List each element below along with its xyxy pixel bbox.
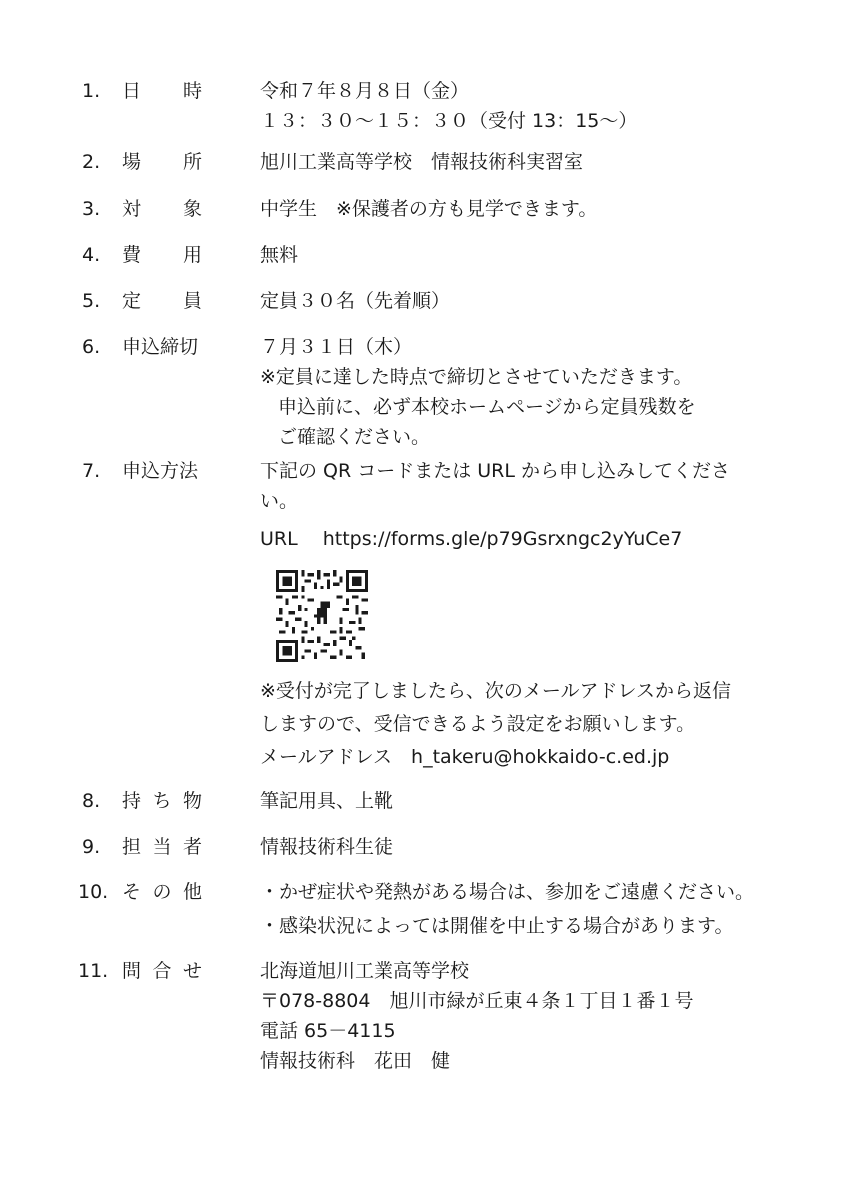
label-char: 員 (182, 290, 202, 312)
item-value (260, 877, 780, 941)
value-line: い。 (260, 490, 299, 512)
item-number: 8. (82, 790, 101, 812)
item-label (122, 786, 202, 816)
value-line: 情報技術科生徒 (260, 836, 394, 858)
url-link[interactable]: URL https://forms.gle/p79Gsrxngc2yYuCe7 (260, 528, 683, 550)
email-link[interactable]: メールアドレス h_takeru@hokkaido-c.ed.jp (260, 746, 670, 768)
item-label (122, 286, 202, 316)
label-char: 場 (122, 151, 142, 173)
qr-code-icon[interactable] (276, 570, 368, 662)
label-char: 持 (122, 790, 142, 812)
item-number: 11. (78, 960, 109, 982)
item-label (122, 147, 202, 177)
item-value (260, 147, 780, 177)
label-char: 問 (122, 960, 142, 982)
item-number: 6. (82, 336, 101, 358)
item-value (260, 676, 780, 772)
label-char: 他 (182, 881, 202, 903)
item-number: 10. (78, 881, 109, 903)
item-number: 7. (82, 460, 101, 482)
value-line: 中学生 ※保護者の方も見学できます。 (260, 198, 598, 220)
item-label (122, 76, 202, 106)
item-number: 3. (82, 198, 101, 220)
label-char: の (152, 881, 172, 903)
item-value (260, 194, 780, 224)
item-label (122, 877, 202, 907)
value-line: 申込前に、必ず本校ホームページから定員残数を (278, 396, 696, 418)
label-char: そ (122, 881, 142, 903)
item-value (260, 832, 780, 862)
label-char: 物 (182, 790, 202, 812)
value-line: 北海道旭川工業高等学校 (260, 960, 470, 982)
item-number: 4. (82, 244, 101, 266)
label-char: 対 (122, 198, 142, 220)
value-line: 無料 (260, 244, 299, 266)
label-char: 所 (182, 151, 202, 173)
item-value (260, 76, 780, 136)
value-line: 情報技術科 花田 健 (260, 1050, 451, 1072)
label-char: 者 (182, 836, 202, 858)
label-char: ち (152, 790, 172, 812)
value-line: 筆記用具、上靴 (260, 790, 394, 812)
item-value (260, 332, 780, 452)
item-number: 1. (82, 80, 101, 102)
label-char: 担 (122, 836, 142, 858)
value-line: 下記の QR コードまたは URL から申し込みしてくださ (260, 460, 731, 482)
value-line: 電話 65－4115 (260, 1020, 396, 1042)
value-line: ご確認ください。 (278, 426, 431, 448)
item-label (122, 240, 202, 270)
label-char: 費 (122, 244, 142, 266)
value-line: しますので、受信できるよう設定をお願いします。 (260, 713, 696, 735)
label-char: 時 (182, 80, 202, 102)
item-number: 5. (82, 290, 101, 312)
value-line: ・感染状況によっては開催を中止する場合があります。 (260, 915, 734, 937)
value-line: 定員３０名（先着順） (260, 290, 451, 312)
item-label (122, 832, 202, 862)
label-char: 定 (122, 290, 142, 312)
value-line: １３：３０～１５：３０（受付 13：15～） (260, 110, 638, 132)
item-value (260, 956, 780, 1076)
value-line: 〒078-8804 旭川市緑が丘東４条１丁目１番１号 (260, 990, 694, 1012)
value-line: 令和７年８月８日（金） (260, 80, 470, 102)
item-label (122, 956, 202, 986)
label-char: せ (182, 960, 202, 982)
label-char: 日 (122, 80, 142, 102)
label-char: 合 (152, 960, 172, 982)
value-line: ７月３１日（木） (260, 336, 413, 358)
label-char: 象 (182, 198, 202, 220)
label-char: 当 (152, 836, 172, 858)
item-value (260, 240, 780, 270)
value-line: 旭川工業高等学校 情報技術科実習室 (260, 151, 584, 173)
value-line: ・かぜ症状や発熱がある場合は、参加をご遠慮ください。 (260, 881, 755, 903)
value-line: ※定員に達した時点で締切とさせていただきます。 (260, 366, 693, 388)
item-number: 9. (82, 836, 101, 858)
item-label: 申込締切 (122, 336, 199, 358)
item-label: 申込方法 (122, 460, 199, 482)
item-number: 2. (82, 151, 101, 173)
item-value (260, 456, 780, 554)
value-line: ※受付が完了しましたら、次のメールアドレスから返信 (260, 680, 731, 702)
item-value (260, 786, 780, 816)
item-label (122, 194, 202, 224)
item-value (260, 286, 780, 316)
label-char: 用 (182, 244, 202, 266)
